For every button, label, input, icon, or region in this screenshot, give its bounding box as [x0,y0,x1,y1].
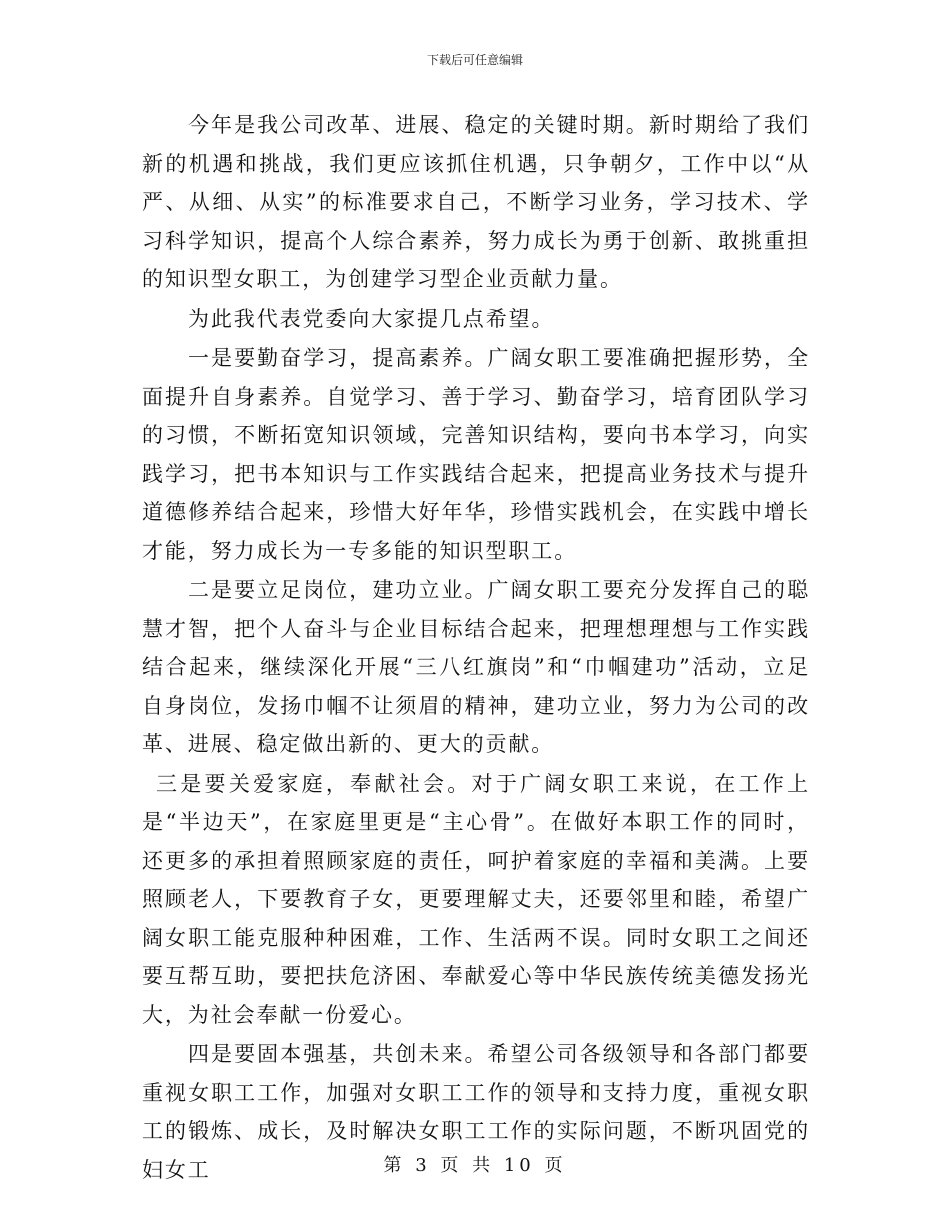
paragraph-point-two: 二是要立足岗位，建功立业。广阔女职工要充分发挥自己的聪慧才智，把个人奋斗与企业目标结合起来，把理想理想与工作实践结合起来，继续深化开展“三八红旗岗”和“巾帼建功”活动，立足自身岗位，发扬巾帼不让须眉的精神，建功立业，努力为公司的改革、进展、稳定做出新的、更大的贡献。 [142,578,810,756]
paragraph-point-three: 三是要关爱家庭，奉献社会。对于广阔女职工来说，在工作上是“半边天”，在家庭里更是“主心骨”。在做好本职工作的同时，还更多的承担着照顾家庭的责任，呵护着家庭的幸福和美满。上要照顾老人，下要教育子女，更要理解丈夫，还要邻里和睦，希望广阔女职工能克服种种困难，工作、生活两不误。同时女职工之间还要互帮互助，要把扶危济困、奉献爱心等中华民族传统美德发扬光大，为社会奉献一份爱心。 [142,771,810,1027]
paragraph-intro: 今年是我公司改革、进展、稳定的关键时期。新时期给了我们新的机遇和挑战，我们更应该抓住机遇，只争朝夕，工作中以“从严、从细、从实”的标准要求自己，不断学习业务，学习技术、学习科学知识，提高个人综合素养，努力成长为勇于创新、敢挑重担的知识型女职工，为创建学习型企业贡献力量。 [142,113,810,291]
paragraph-point-four: 四是要固本强基，共创未来。希望公司各级领导和各部门都要重视女职工工作，加强对女职工工作的领导和支持力度，重视女职工的锻炼、成长，及时解决女职工工作的实际问题，不断巩固党的妇女工 [142,1042,810,1182]
page-header: 下载后可任意编辑 [426,53,523,67]
document-body [142,106,810,1189]
paragraph-hopes-intro: 为此我代表党委向大家提几点希望。 [188,306,555,331]
page-footer: 第 3 页 共 10 页 [383,1155,567,1176]
paragraph-point-one: 一是要勤奋学习，提高素养。广阔女职工要准确把握形势，全面提升自身素养。自觉学习、善于学习、勤奋学习，培育团队学习的习惯，不断拓宽知识领域，完善知识结构，要向书本学习，向实践学习，把书本知识与工作实践结合起来，把提高业务技术与提升道德修养结合起来，珍惜大好年华，珍惜实践机会，在实践中增长才能，努力成长为一专多能的知识型职工。 [142,346,810,563]
